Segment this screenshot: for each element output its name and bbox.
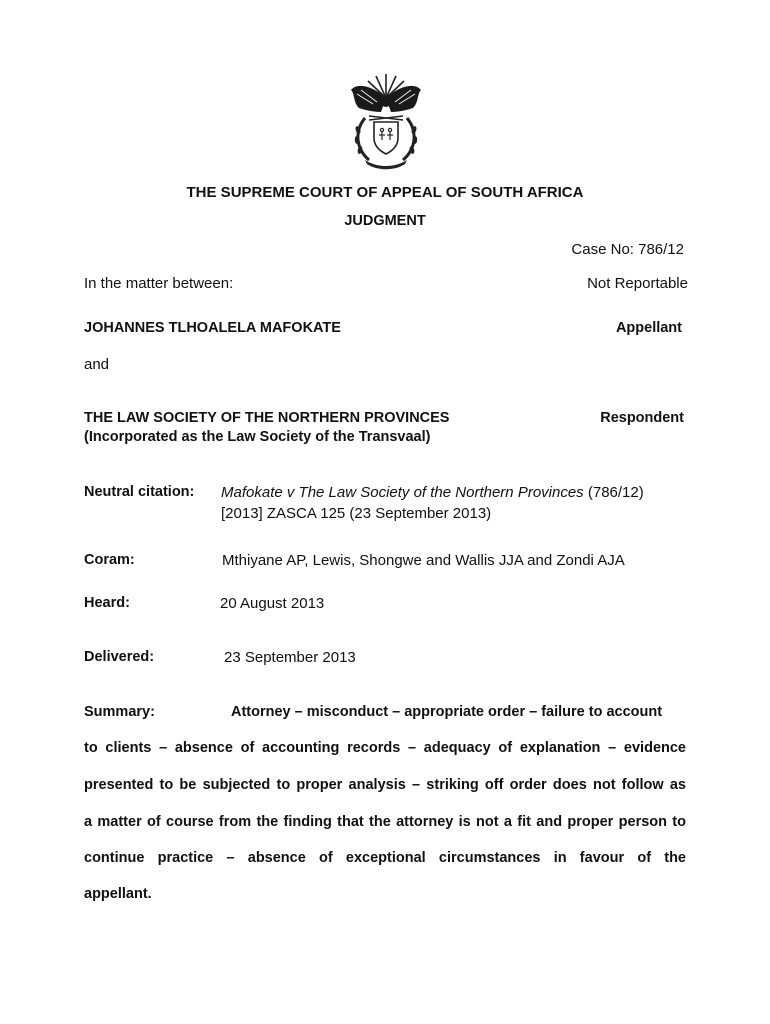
party-conjunction: and (84, 356, 110, 373)
respondent-name: THE LAW SOCIETY OF THE NORTHERN PROVINCES (84, 410, 450, 426)
shield (374, 122, 398, 154)
delivered-label: Delivered: (84, 649, 155, 665)
summary-line-5: continue practice – absence of exceptional circumstances in favour of the (84, 850, 686, 866)
citation-case-number: (786/12) (583, 484, 644, 501)
coram-label: Coram: (84, 552, 135, 568)
heard-value: 20 August 2013 (220, 595, 325, 612)
reportable-status: Not Reportable (587, 275, 688, 292)
summary-line-3: presented to be subjected to proper analysis – striking off order does not follow as (84, 777, 686, 793)
summary-label: Summary: (84, 704, 155, 720)
coat-of-arms-icon (343, 68, 429, 172)
respondent-role: Respondent (600, 410, 684, 426)
appellant-name: JOHANNES TLHOALELA MAFOKATE (84, 320, 341, 336)
document-type: JUDGMENT (344, 213, 426, 229)
summary-line-1: Attorney – misconduct – appropriate order – failure to account (231, 704, 663, 720)
citation-label: Neutral citation: (84, 484, 195, 500)
summary-line-2: to clients – absence of accounting records – adequacy of explanation – evidence (84, 740, 686, 756)
appellant-role: Appellant (615, 320, 682, 336)
citation-case-name: Mafokate v The Law Society of the Northern Provinces (221, 484, 584, 501)
right-wing (386, 86, 421, 112)
citation-line-1 (221, 484, 644, 501)
motto-ribbon (365, 160, 407, 169)
case-number: Case No: 786/12 (571, 241, 684, 258)
heard-label: Heard: (84, 595, 130, 611)
respondent-note: (Incorporated as the Law Society of the Transvaal) (84, 429, 431, 445)
matter-between: In the matter between: (84, 275, 234, 292)
summary-line-6: appellant. (84, 886, 152, 902)
summary-line-4: a matter of course from the finding that the attorney is not a fit and proper person to (84, 814, 686, 830)
citation-line-2: [2013] ZASCA 125 (23 September 2013) (221, 505, 492, 522)
delivered-value: 23 September 2013 (224, 649, 356, 666)
coram-value: Mthiyane AP, Lewis, Shongwe and Wallis JJA and Zondi AJA (222, 552, 625, 569)
left-wing (351, 86, 386, 112)
court-title: THE SUPREME COURT OF APPEAL OF SOUTH AFRICA (186, 184, 584, 201)
